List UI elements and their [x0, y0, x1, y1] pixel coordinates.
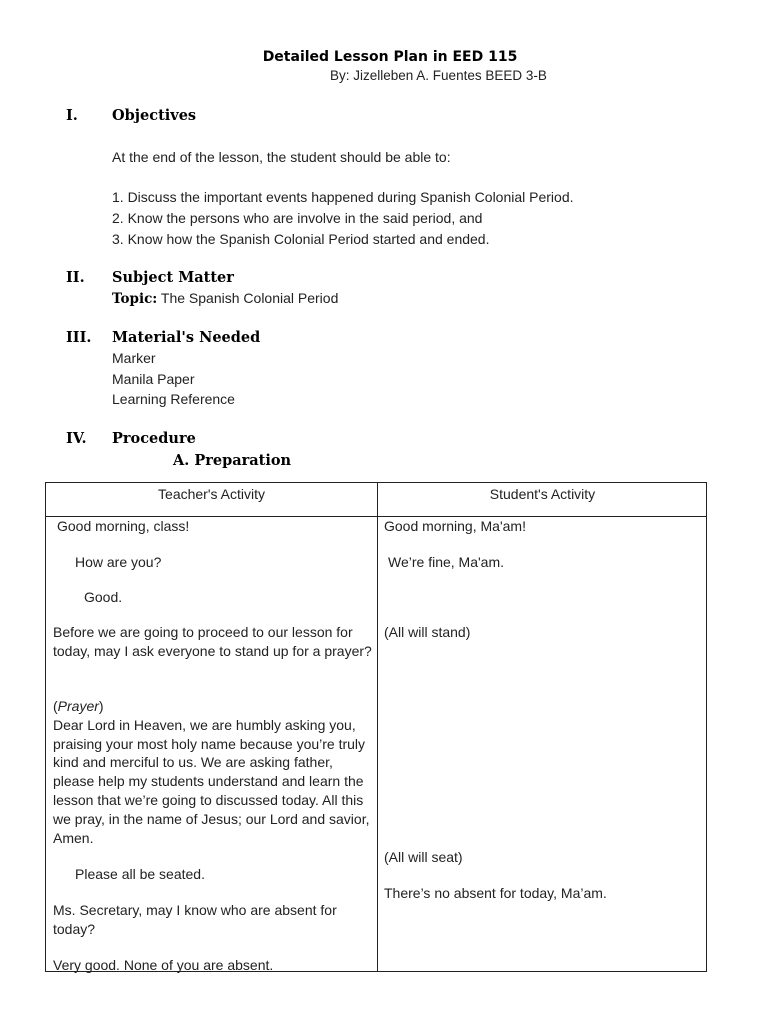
objective-item: 2. Know the persons who are involve in the said period, and: [112, 210, 483, 226]
teacher-secretary: Ms. Secretary, may I know who are absent for today?: [53, 902, 337, 937]
prayer-label-line: (Prayer): [53, 698, 104, 714]
teacher-prayer: [53, 697, 375, 847]
material-item: Manila Paper: [112, 371, 195, 387]
topic-value: The Spanish Colonial Period: [160, 290, 339, 306]
teacher-good: Good.: [84, 589, 123, 605]
header-student-activity: Student's Activity: [489, 486, 596, 502]
section-number-subject-matter: II.: [66, 269, 85, 286]
prayer-label: Prayer: [57, 698, 99, 714]
topic-line: [112, 290, 338, 307]
teacher-greeting: Good morning, class!: [57, 518, 190, 534]
section-title-subject-matter: Subject Matter: [112, 269, 234, 286]
objective-item: 1. Discuss the important events happened during Spanish Colonial Period.: [112, 189, 574, 205]
prayer-text: Dear Lord in Heaven, we are humbly asking you, praising your most holy name because you’re truly kind and merciful to us. We are asking father, please help my students understand and learn the lesson that we’re going to discussed today. All this we pray, in the name of Jesus; our Lord and savior, Amen.: [53, 716, 370, 846]
material-item: Marker: [112, 350, 156, 366]
objectives-intro: At the end of the lesson, the student should be able to:: [112, 149, 451, 165]
section-title-procedure: Procedure: [112, 430, 196, 447]
section-number-objectives: I.: [66, 107, 78, 124]
subsection-preparation: A. Preparation: [173, 452, 292, 469]
material-item: Learning Reference: [112, 391, 235, 407]
table-column-divider: [377, 483, 378, 971]
author-byline: By: Jizelleben A. Fuentes BEED 3-B: [330, 68, 547, 83]
section-number-materials: III.: [66, 329, 92, 346]
student-absent: There’s no absent for today, Ma’am.: [384, 885, 607, 901]
teacher-very-good: Very good. None of you are absent.: [53, 957, 274, 973]
header-teacher-activity: Teacher's Activity: [158, 486, 265, 502]
activity-table: [45, 482, 707, 972]
document-title: Detailed Lesson Plan in EED 115: [262, 49, 518, 65]
student-greeting: Good morning, Ma'am!: [384, 518, 526, 534]
teacher-prayer-request: Before we are going to proceed to our lesson for today, may I ask everyone to stand up for a prayer?: [53, 624, 372, 659]
teacher-seated: Please all be seated.: [75, 866, 205, 882]
topic-label: Topic:: [112, 291, 158, 307]
objectives-list: [112, 187, 574, 250]
student-stand: (All will stand): [384, 624, 471, 640]
student-fine: We’re fine, Ma'am.: [388, 554, 505, 570]
objective-item: 3. Know how the Spanish Colonial Period started and ended.: [112, 231, 490, 247]
section-number-procedure: IV.: [66, 430, 87, 447]
section-title-materials: Material's Needed: [112, 329, 261, 346]
teacher-how-are-you: How are you?: [75, 554, 162, 570]
student-seat: (All will seat): [384, 849, 463, 865]
section-title-objectives: Objectives: [112, 107, 197, 124]
